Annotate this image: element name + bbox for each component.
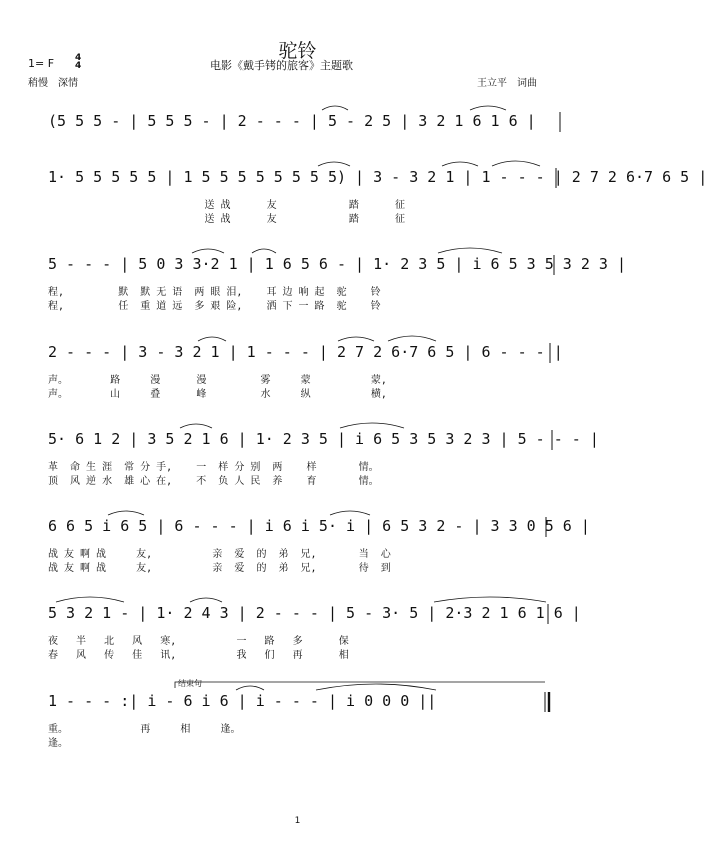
lyrics-7-verse-2: 春 风 传 佳 讯, 我 们 再 相 [48, 650, 349, 661]
lyrics-6-verse-1: 战 友 啊 战 友, 亲 爱 的 弟 兄, 当 心 [48, 549, 391, 560]
notes-line-2: 1· 5 5 5 5 5 | 1 5 5 5 5 5 5 5 5) | 3 - 3 2 1 | 1 - - - | 2 7 2 6·7 6 5 | [48, 168, 707, 186]
notation-marks-4 [0, 343, 595, 427]
notes-line-1: (5 5 5 - | 5 5 5 - | 2 - - - | 5 - 2 5 | 3 2 1 6 1 6 | [48, 112, 536, 130]
notes-line-6: 6 6 5 i 6 5 | 6 - - - | i 6 i 5· i | 6 5 3 2 - | 3 3 0 5 6 | [48, 517, 590, 535]
staff-line-5 [0, 430, 599, 514]
lyrics-2-verse-1: 送 战 友 踏 征 [48, 200, 406, 211]
lyrics-7-verse-1: 夜 半 北 风 寒, 一 路 多 保 [48, 636, 349, 647]
notation-marks-6 [0, 517, 595, 601]
lyrics-6-verse-2: 战 友 啊 战 友, 亲 爱 的 弟 兄, 待 到 [48, 563, 391, 574]
page-number: 1 [294, 816, 301, 826]
staff-line-6 [0, 517, 595, 601]
lyrics-4-verse-1: 声。 路 漫 漫 雾 蒙 蒙, [48, 375, 387, 386]
composer-credit: 王立平 词曲 [477, 78, 537, 89]
song-subtitle: 电影《戴手铐的旅客》主题歌 [210, 59, 353, 72]
staff-line-4 [0, 343, 595, 427]
notation-marks-8 [0, 692, 595, 776]
lyrics-8-verse-1: 重。 再 相 逢。 [48, 724, 241, 735]
notes-line-4: 2 - - - | 3 - 3 2 1 | 1 - - - | 2 7 2 6·7 6 5 | 6 - - - | [48, 343, 563, 361]
key-signature: 1= F [28, 57, 55, 70]
notation-marks-3 [0, 255, 626, 339]
notation-marks-2 [0, 168, 707, 252]
staff-line-3 [0, 255, 626, 339]
notes-line-8: 1 - - - :| i - 6 i 6 | i - - - | i 0 0 0 || [48, 692, 437, 710]
meter-bottom: 4 [75, 61, 82, 71]
tempo-marking: 稍慢 深情 [28, 78, 78, 89]
notation-marks-5 [0, 430, 599, 514]
lyrics-3-verse-2: 程, 任 重 道 远 多 艰 险, 洒 下 一 路 驼 铃 [48, 301, 381, 312]
notation-marks-7 [0, 604, 595, 688]
lyrics-8-verse-2: 逢。 [48, 738, 68, 749]
time-signature [75, 54, 81, 70]
meter-top: 4 [75, 53, 82, 63]
lyrics-4-verse-2: 声。 山 叠 峰 水 纵 横, [48, 389, 387, 400]
staff-line-2 [0, 168, 707, 252]
staff-line-8 [0, 679, 595, 776]
lyrics-5-verse-2: 顶 风 逆 水 雄 心 在, 不 负 人 民 养 育 情。 [48, 476, 379, 487]
ending-label: 结束句 [178, 679, 202, 688]
staff-line-7 [0, 604, 595, 688]
notes-line-7: 5 3 2 1 - | 1· 2 4 3 | 2 - - - | 5 - 3· 5 | 2·3 2 1 6 1 6 | [48, 604, 581, 622]
notes-line-3: 5 - - - | 5 0 3 3·2 1 | 1 6 5 6 - | 1· 2 3 5 | i 6 5 3 5 3 2 3 | [48, 255, 626, 273]
notes-line-5: 5· 6 1 2 | 3 5 2 1 6 | 1· 2 3 5 | i 6 5 3 5 3 2 3 | 5 - - - | [48, 430, 599, 448]
song-title: 驼铃 [278, 40, 317, 62]
lyrics-5-verse-1: 革 命 生 涯 常 分 手, 一 样 分 别 两 样 情。 [48, 462, 379, 473]
lyrics-2-verse-2: 送 战 友 踏 征 [48, 214, 406, 225]
lyrics-3-verse-1: 程, 默 默 无 语 两 眼 泪, 耳 边 响 起 驼 铃 [48, 287, 381, 298]
